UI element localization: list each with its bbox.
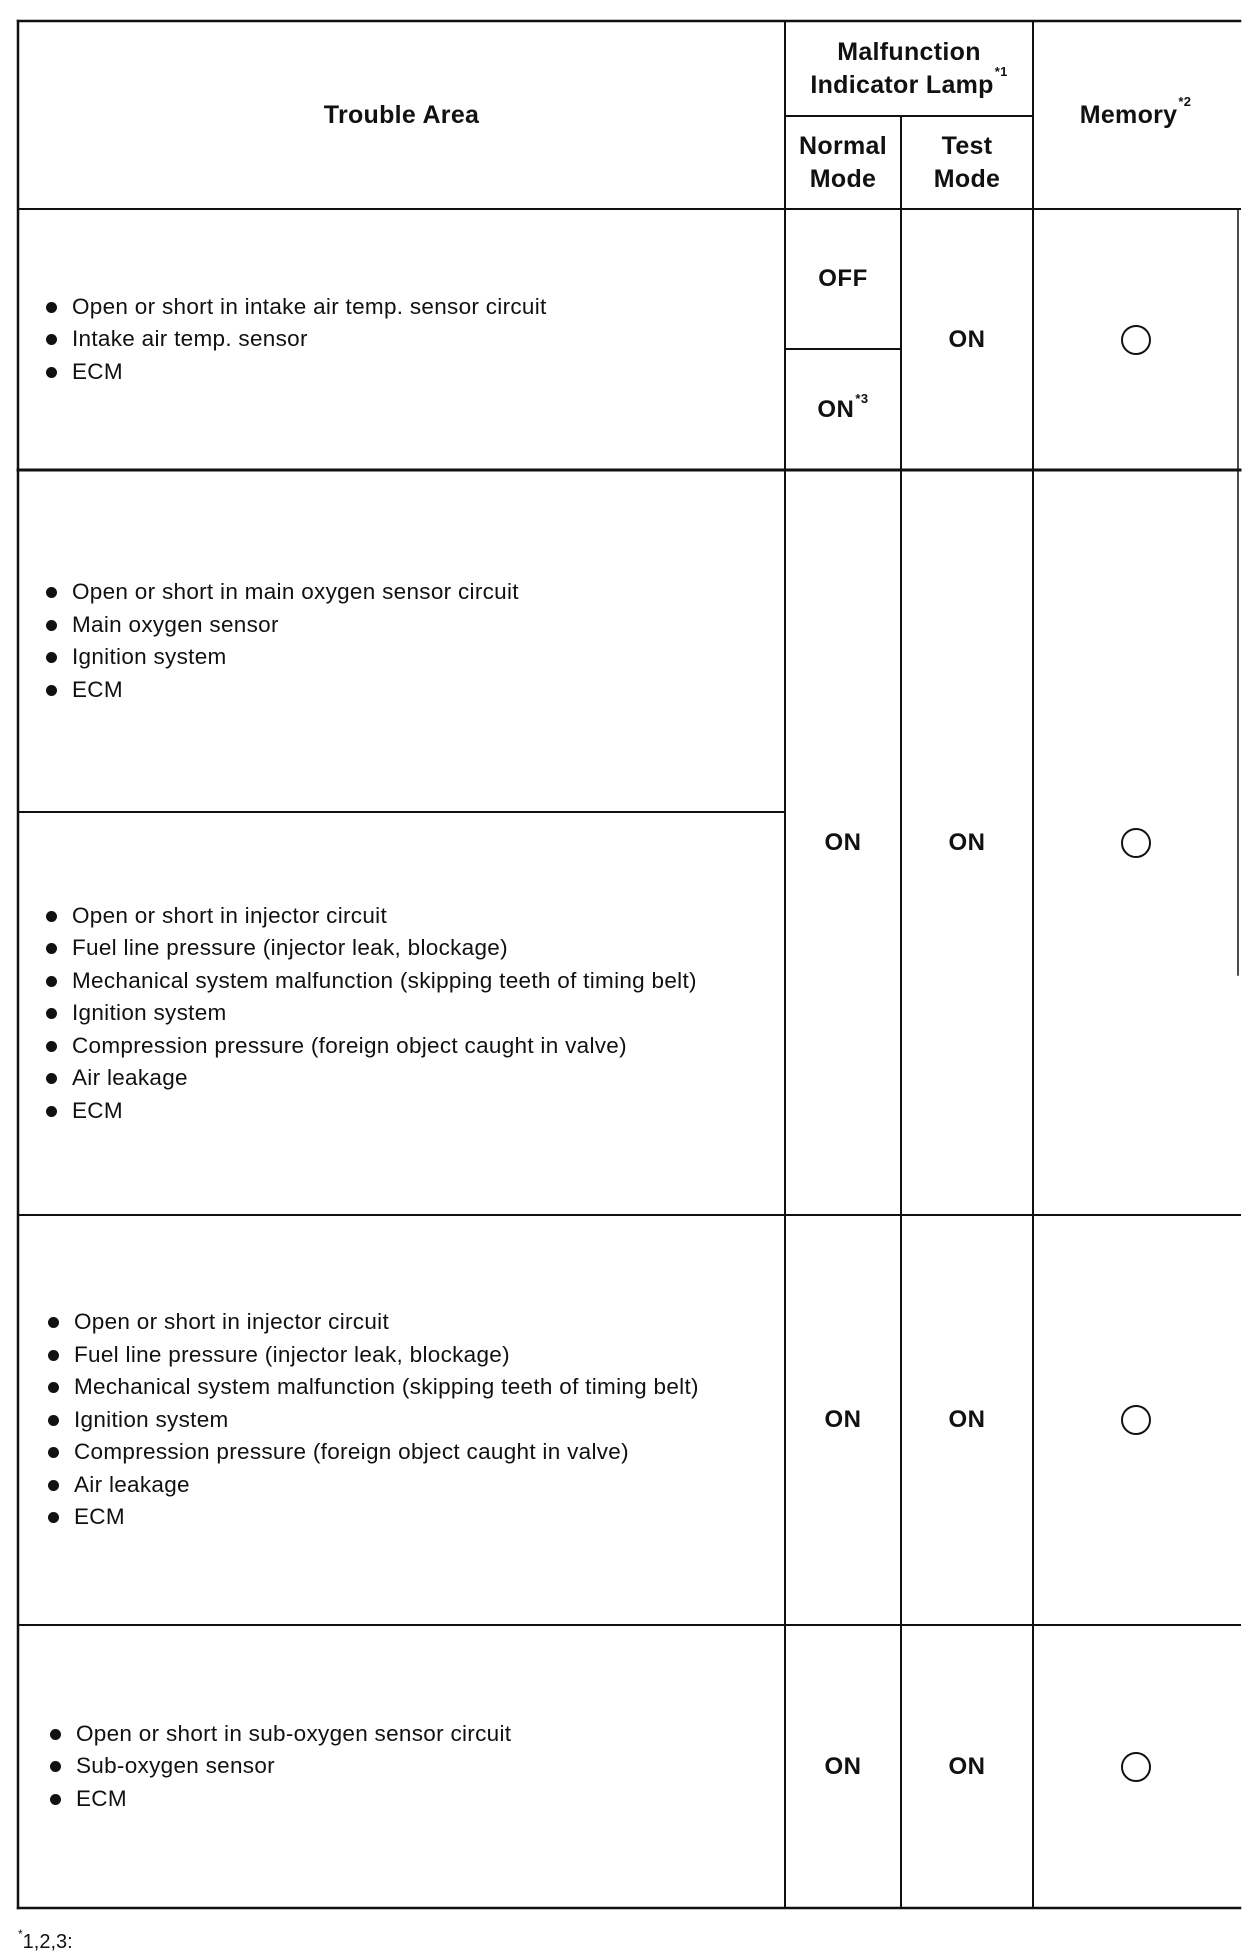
header-normal-mode [785,116,901,209]
list-item: Mechanical system malfunction (skipping teeth of timing belt) [40,965,697,998]
list-item: Intake air temp. sensor [40,323,547,356]
list-item: ECM [44,1783,511,1816]
row-1-normal-mode-bottom [785,349,901,470]
memory-circle-icon [1121,325,1151,355]
row-5-normal-mode [785,1625,901,1908]
list-item: Ignition system [42,1404,699,1437]
list-item: ECM [42,1501,699,1534]
header-mil-line2: Indicator Lamp [810,70,994,99]
memory-circle-icon [1121,828,1151,858]
rows-2-3-test-mode [901,470,1033,1215]
header-mil-line1: Malfunction [837,37,981,66]
list-item: Sub-oxygen sensor [44,1750,511,1783]
row-1-normal-bottom-value: ON [817,395,855,423]
header-test-line1: Test [941,131,993,160]
rows-2-3-memory [1033,470,1238,1215]
list-item: Open or short in injector circuit [40,900,697,933]
table-row-5-trouble-area [26,1625,785,1908]
footnote [18,1927,73,1954]
header-malfunction-indicator-lamp [785,21,1033,116]
header-trouble-area-label: Trouble Area [323,100,480,129]
header-normal-line1: Normal [799,131,887,160]
list-item: Compression pressure (foreign object caught in valve) [40,1030,697,1063]
table-row-2-trouble-area [26,470,785,812]
memory-circle-icon [1121,1405,1151,1435]
rows-2-3-test-value: ON [948,828,986,856]
header-trouble-area [18,21,785,209]
list-item: Open or short in sub-oxygen sensor circuit [44,1718,511,1751]
row-4-test-mode [901,1215,1033,1625]
row-4-test-value: ON [948,1406,986,1433]
list-item: Air leakage [42,1469,699,1502]
row-1-normal-mode-top [785,209,901,349]
list-item: Compression pressure (foreign object caught in valve) [42,1436,699,1469]
header-normal-line2: Mode [809,164,877,193]
list-item: Ignition system [40,641,519,674]
row-5-test-mode [901,1625,1033,1908]
memory-circle-icon [1121,1752,1151,1782]
trouble-list-row-1 [40,291,547,389]
list-item: Open or short in main oxygen sensor circuit [40,576,519,609]
trouble-list-row-2 [40,576,519,706]
list-item: Air leakage [40,1062,697,1095]
table-row-3-trouble-area [26,812,785,1215]
list-item: Ignition system [40,997,697,1030]
list-item: ECM [40,356,547,389]
row-5-normal-value: ON [824,1752,862,1780]
header-test-mode [901,116,1033,209]
list-item: Fuel line pressure (injector leak, blockage) [40,932,697,965]
rows-2-3-normal-value: ON [824,828,862,856]
table-row-4-trouble-area [26,1215,785,1625]
row-4-memory [1033,1215,1238,1625]
list-item: Open or short in intake air temp. sensor circuit [40,291,547,324]
list-item: Fuel line pressure (injector leak, blockage) [42,1339,699,1372]
trouble-list-row-4 [42,1306,699,1534]
row-5-test-value: ON [948,1752,986,1780]
footnote-text: 1,2,3: [22,1931,73,1953]
footnote-ref: * [18,1927,23,1941]
row-1-normal-bottom-wrap [817,390,869,424]
header-memory [1033,21,1238,209]
header-mil-footnote-ref: *1 [994,63,1008,79]
rows-2-3-normal-mode [785,470,901,1215]
header-memory-label: Memory [1079,100,1178,129]
row-1-normal-top-value: OFF [818,265,868,292]
list-item: Mechanical system malfunction (skipping teeth of timing belt) [42,1371,699,1404]
row-1-memory [1033,209,1238,470]
list-item: Open or short in injector circuit [42,1306,699,1339]
trouble-list-row-3 [40,900,697,1128]
list-item: ECM [40,674,519,707]
row-1-normal-bottom-footnote-ref: *3 [855,390,869,406]
table-row-1-trouble-area [26,209,785,470]
list-item: Main oxygen sensor [40,609,519,642]
row-4-normal-value: ON [824,1406,862,1433]
row-1-test-value: ON [948,325,986,353]
header-test-line2: Mode [933,164,1001,193]
trouble-list-row-5 [44,1718,511,1816]
header-memory-wrap [1079,93,1192,132]
list-item: ECM [40,1095,697,1128]
header-mil-line2-wrap [810,63,1008,102]
row-4-normal-mode [785,1215,901,1625]
header-memory-footnote-ref: *2 [1178,93,1192,109]
row-1-test-mode [901,209,1033,470]
row-5-memory [1033,1625,1238,1908]
